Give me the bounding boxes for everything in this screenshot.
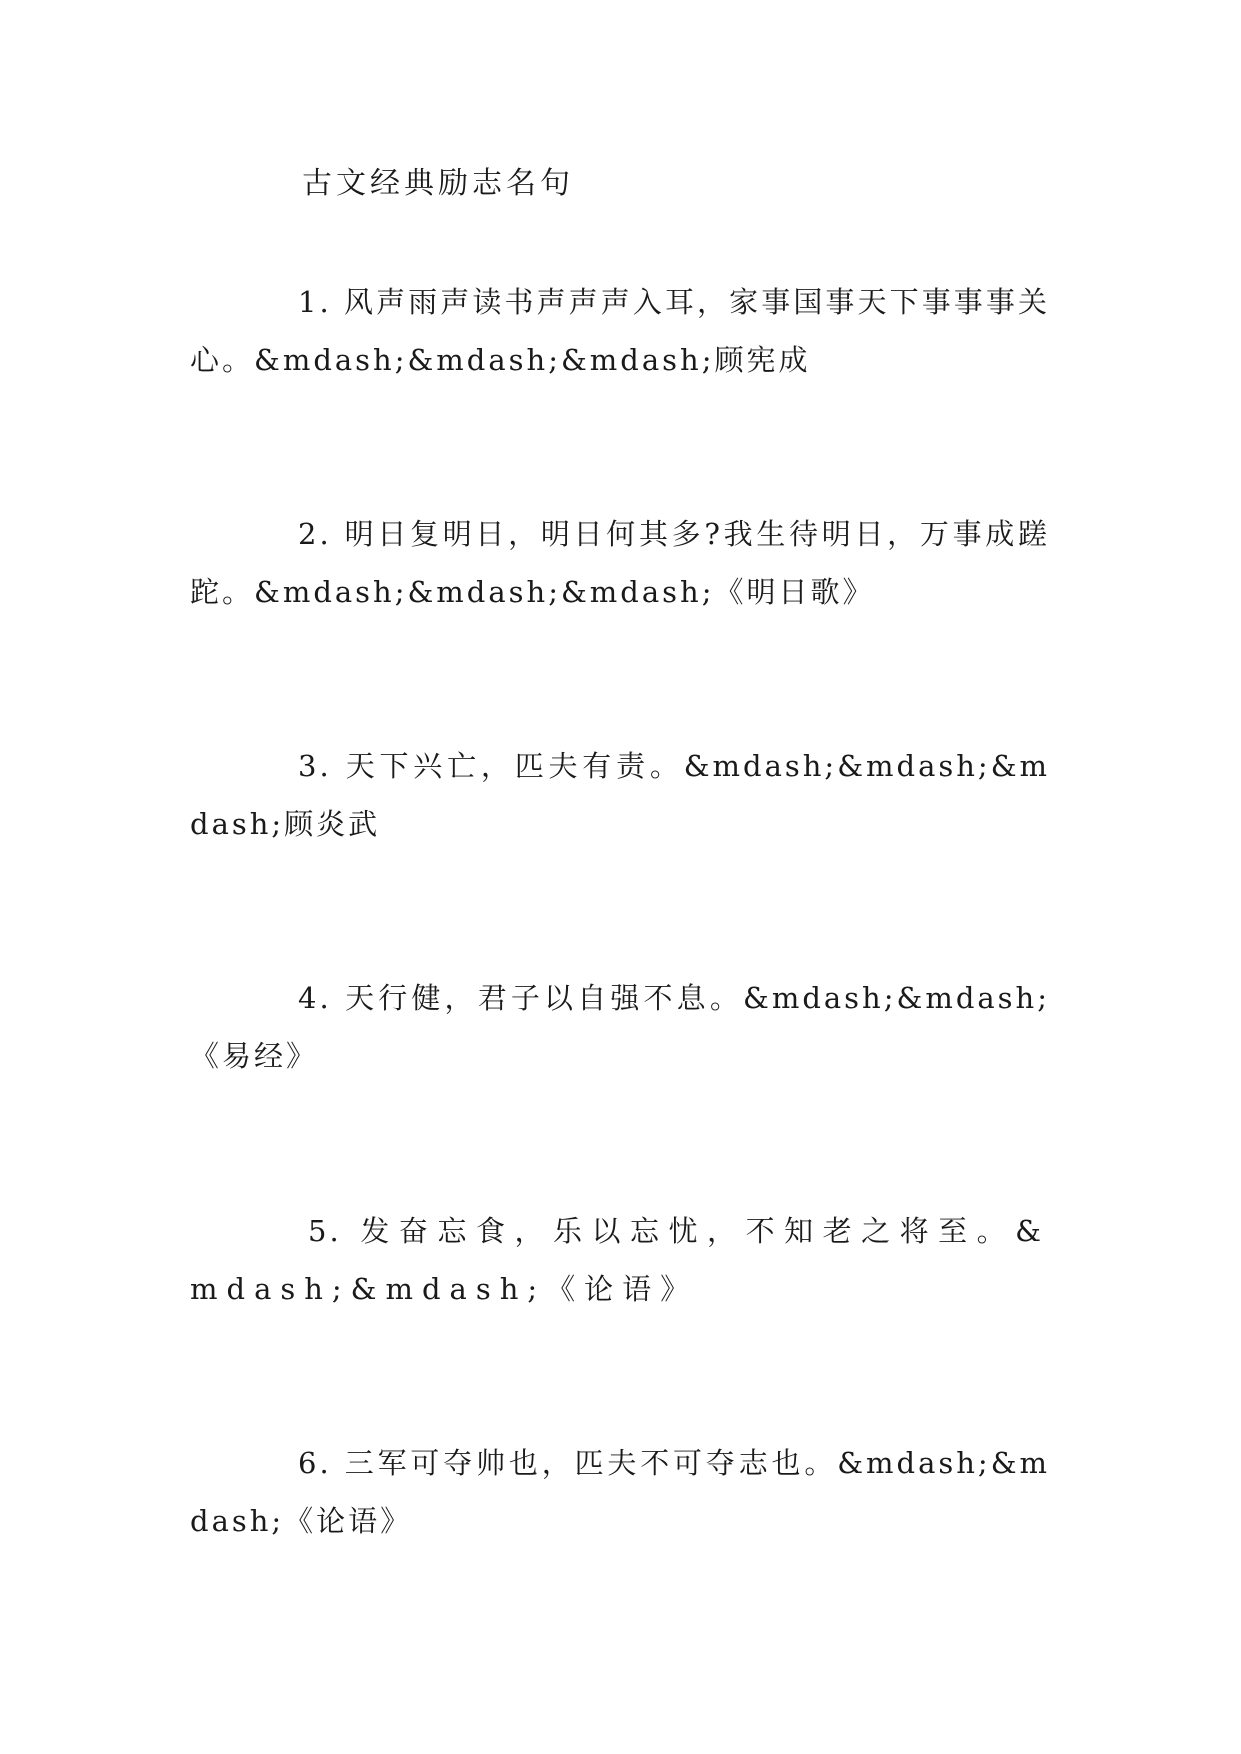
quote-paragraph	[190, 1434, 1050, 1550]
quote-number: 1.	[298, 285, 332, 319]
quote-paragraph	[190, 273, 1050, 389]
quote-paragraph	[190, 969, 1050, 1085]
quote-paragraph	[190, 737, 1050, 853]
quote-paragraph	[190, 505, 1050, 621]
quote-number: 3.	[298, 749, 332, 783]
quote-text: 天下兴亡，匹夫有责。&mdash;&mdash;&mdash;顾炎武	[190, 749, 1051, 841]
quote-paragraph	[190, 1202, 1050, 1318]
document-title: 古文经典励志名句	[302, 166, 574, 201]
quote-text: 三军可夺帅也，匹夫不可夺志也。&mdash;&mdash;《论语》	[190, 1446, 1051, 1538]
quote-number: 6.	[298, 1446, 332, 1480]
quote-number: 4.	[298, 981, 332, 1015]
quote-text: 风声雨声读书声声声入耳，家事国事天下事事事关心。&mdash;&mdash;&mdash;顾宪成	[190, 285, 1050, 377]
quote-number: 2.	[298, 517, 332, 551]
quote-text: 发奋忘食，乐以忘忧，不知老之将至。&mdash;&mdash;《论语》	[190, 1214, 1050, 1306]
quote-text: 天行健，君子以自强不息。&mdash;&mdash;《易经》	[190, 981, 1051, 1073]
quote-number: 5.	[308, 1214, 342, 1248]
quote-text: 明日复明日，明日何其多?我生待明日，万事成蹉跎。&mdash;&mdash;&mdash;《明日歌》	[190, 517, 1050, 609]
